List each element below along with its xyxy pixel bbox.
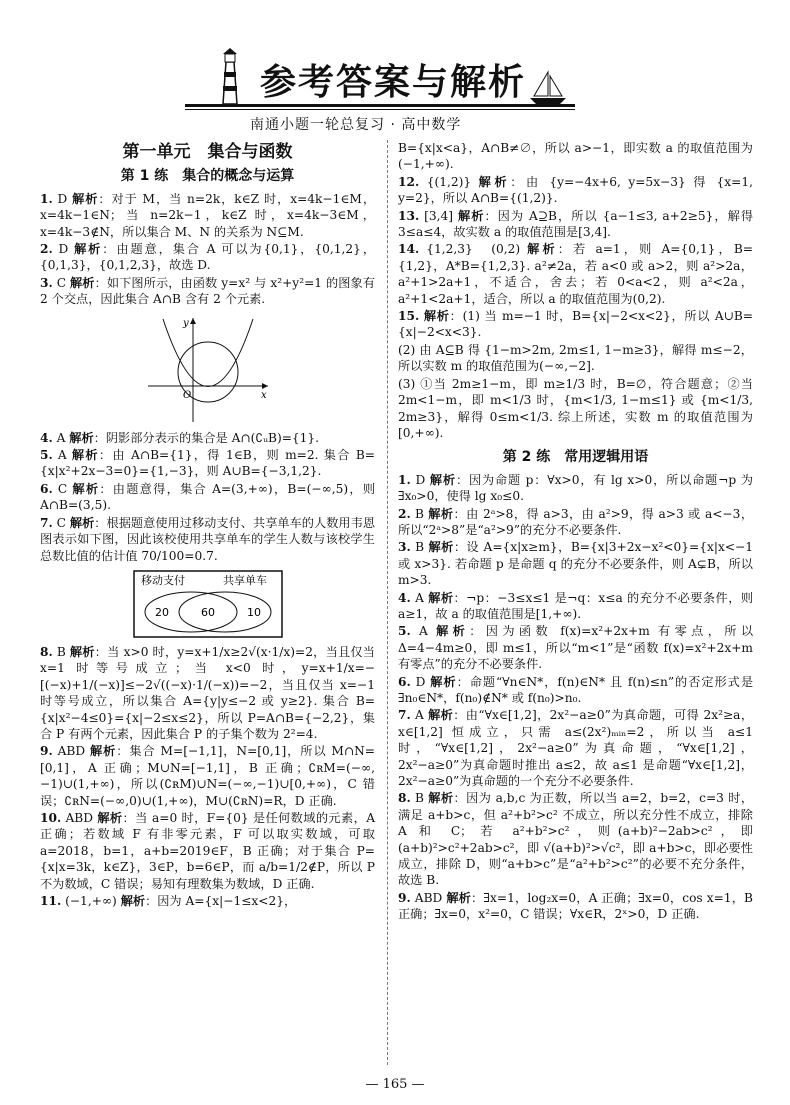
page-subtitle: 南通小题一轮总复习 · 高中数学 (250, 117, 462, 133)
answer-item (398, 539, 753, 588)
answer-item (40, 241, 375, 274)
item-text: ：因为 A⊇B，所以 {a−1≤3, a+2≥5}，解得 3≤a≤4，故实数 a 的取值范围是[3,4]. (398, 208, 754, 240)
item-keyword: 解析 (70, 275, 95, 290)
item-number: 2. (40, 242, 53, 257)
item-text: ：命题“∀n∈N*，f(n)∈N* 且 f(n)≤n”的否定形式是 ∃n₀∈N*，f(n₀)∉N* 或 f(n₀)>n₀. (398, 674, 754, 705)
item-text: (3) ①当 2m≥1−m，即 m≥1/3 时，B=∅，符合题意；②当 2m<1−m，即 m<1/3 时，{m<1/3, 1−m≤1} 或 {m<1/3, 2m≥3}，解得 0≤m<1/3. 综上所述，实数 m 的取值范围为[0,+∞). (398, 376, 753, 440)
answer-item (398, 890, 753, 923)
item-text: ：由“∀x∈[1,2]，2x²−a≥0”为真命题，可得 2x²≥a，x∈[1,2] 恒成立，只需 a≤(2x²)ₘᵢₙ=2，所以当 a≤1 时，“∀x∈[1,2]，2x²−a≥0”为真命题，“∀x∈[1,2]，2x²−a≥0”为真命题时推出 a≤2，故 a≤1 是命题“∀x∈[1,2]，2x²−a≥0”为真命题的一个充分不必要条件. (398, 708, 754, 789)
item-answer: (−1,+∞) (65, 894, 117, 908)
page-title: 参考答案与解析 (259, 62, 526, 103)
answer-item (398, 308, 753, 341)
item-keyword: 解析 (428, 708, 454, 723)
item-answer: A (415, 708, 424, 723)
item-number: 5. (398, 624, 411, 639)
item-keyword: 解析 (69, 515, 95, 530)
item-number: 9. (40, 744, 53, 759)
item-answer: ABD (65, 810, 94, 825)
venn-diagram (133, 570, 283, 638)
answer-item (40, 275, 375, 308)
item-text: ：根据题意使用过移动支付、共享单车的人数用韦恩图表示如下图，因此该校使用共享单车的学生人数与该校学生总数比值的估计值 70/100=0.7. (40, 515, 376, 563)
answer-item (398, 472, 753, 505)
item-answer: {(1,2)} (426, 174, 472, 189)
item-number: 15. (398, 309, 420, 324)
item-keyword: 解析 (72, 481, 100, 496)
item-answer: A (56, 430, 66, 445)
item-answer: B (415, 540, 425, 555)
item-number: 9. (398, 890, 411, 905)
answer-item (398, 342, 753, 375)
answer-item (398, 674, 753, 707)
item-text: ：因为函数 f(x)=x²+2x+m 有零点，所以 Δ=4−4m≥0，即 m≤1，所以“m<1”是“函数 f(x)=x²+2x+m 有零点”的充分不必要条件. (398, 624, 754, 672)
item-number: 3. (40, 275, 53, 290)
item-text: ：当 a=0 时，F={0} 是任何数域的元素，A 正确；若数域 F 有非零元素，F 可以取实数域，可取 a=2018，b=1，a+b=2019∈F，B 正确；对于集合 P={x|x=3k，k∈Z}，3∈P，b=6∈P，而 a/b=1/2∉P，所以 P 不为数域，C 错误；易知有理数集为数域，D 正确. (40, 810, 375, 891)
item-number: 6. (40, 481, 53, 496)
item-keyword: 解析 (428, 540, 454, 555)
axis-y-label: y (182, 317, 189, 329)
answer-item (40, 810, 375, 892)
item-answer: B (415, 791, 424, 806)
item-text: B={x|x<a}，A∩B≠∅，所以 a>−1，即实数 a 的取值范围为(−1,+∞). (398, 141, 753, 172)
answer-item (398, 506, 753, 539)
answer-item (40, 515, 375, 564)
item-text: ：当 x>0 时，y=x+1/x≥2√(x·1/x)=2，当且仅当 x=1 时等号成立；当 x<0 时，y=x+1/x=−[(−x)+1/(−x)]≤−2√((−x)·1/(−x))=−2，当且仅当 x=−1 时等号成立，所以集合 A={y|y≤−2 或 y≥2}. 集合 B={x|x²−4≤0}={x|−2≤x≤2}，所以 P=A∩B={−2,2}，集合 P 有两个元素，因此集合 P 的子集个数为 2²=4. (40, 644, 375, 741)
item-number: 12. (398, 174, 420, 189)
item-keyword: 解析 (69, 644, 95, 659)
answer-item (40, 893, 375, 909)
item-text: ：因为 a,b,c 为正数，所以当 a=2，b=2，c=3 时，满足 a+b>c，但 a²+b²>c² 不成立，所以充分性不成立，排除 A 和 C；若 a²+b²>c²，则(a+b)²−2ab>c²，即(a+b)²>c²+2ab>c²，即 √(a+b)²>√c²，即 a+b>c，即必要性成立，排除 D，则“a+b>c”是“a²+b²>c²”的必要不充分条件，故选 B. (398, 791, 754, 888)
item-keyword: 解析 (428, 506, 454, 521)
item-answer: A (415, 590, 424, 605)
item-keyword: 解析 (428, 590, 454, 605)
unit-title: 第一单元 集合与函数 (122, 142, 293, 162)
item-answer: B (56, 644, 66, 659)
answer-item (40, 644, 375, 742)
item-answer: ABD (57, 744, 86, 759)
item-keyword: 解析 (74, 242, 103, 257)
venn-value-right: 10 (246, 605, 261, 619)
item-number: 13. (398, 208, 420, 223)
item-answer: {1,2,3} (0,2) (426, 242, 521, 257)
item-number: 10. (40, 810, 62, 825)
answer-item (398, 174, 753, 207)
item-number: 14. (398, 242, 420, 257)
answer-item (398, 707, 753, 789)
answer-item (40, 743, 375, 809)
item-number: 2. (398, 506, 411, 521)
sailboat-icon (528, 70, 568, 106)
venn-right-label: 共享单车 (222, 573, 267, 587)
axis-x-label: x (260, 389, 267, 401)
item-number: 7. (40, 515, 53, 530)
item-keyword: 解析 (457, 208, 485, 223)
venn-value-left: 20 (154, 605, 169, 619)
left-column (40, 140, 375, 910)
page-number: — 165 — (365, 1077, 425, 1092)
item-number: 5. (40, 448, 53, 463)
item-text: ：集合 M=[−1,1]，N=[0,1]，所以 M∩N=[0,1]，A 正确；M∪N=[−1,1]，B 正确；∁ʀM=(−∞,−1)∪(1,+∞)，所以(∁ʀM)∪N=(−∞,−1)∪[0,+∞)，C 错误；∁ʀN=(−∞,0)∪(1,+∞)，M∪(∁ʀN)=R，D 正确. (40, 744, 376, 808)
item-keyword: 解析 (429, 472, 456, 487)
answer-item (40, 430, 375, 446)
item-number: 8. (40, 644, 53, 659)
item-keyword: 解析 (428, 791, 454, 806)
column-divider (387, 140, 388, 1065)
item-keyword: 解析 (527, 242, 558, 257)
right-column (398, 140, 753, 924)
item-text: ：因为命题 p：∀x>0，有 lg x>0，所以命题¬p 为 ∃x₀>0，使得 lg x₀≤0. (398, 472, 754, 504)
item-answer: B (415, 506, 424, 521)
item-number: 7. (398, 708, 411, 723)
answer-item (40, 191, 375, 240)
item-text: ：由题意，集合 A 可以为{0,1}，{0,1,2}，{0,1,3}，{0,1,2,3}，故选 D. (40, 242, 376, 273)
item-text: ：由 A∩B={1}，得 1∈B，则 m=2. 集合 B={x|x²+2x−3=0}={1,−3}，则 A∪B={−3,1,2}. (40, 448, 376, 479)
answer-item (398, 623, 753, 672)
item-number: 4. (398, 590, 411, 605)
item-number: 6. (398, 674, 411, 689)
item-text: ：¬p：−3≤x≤1 是¬q：x≤a 的充分不必要条件，则 a≥1，故 a 的取值范围是[1,+∞). (398, 590, 754, 621)
item-keyword: 解析 (478, 174, 511, 189)
answer-item (398, 241, 753, 307)
item-keyword: 解析 (446, 890, 472, 905)
item-answer: D (58, 242, 69, 257)
venn-value-middle: 60 (200, 605, 215, 619)
item-number: 11. (40, 894, 62, 908)
answer-item (398, 208, 753, 241)
item-text: ：由题意得，集合 A=(3,+∞)，B=(−∞,5)，则 A∩B=(3,5). (40, 481, 376, 513)
item-number: 3. (398, 540, 411, 555)
item-text: ：∃x=1，log₂x=0，A 正确；∃x=0，cos x=1，B 正确；∃x=0，x²=0，C 错误；∀x∈R，2ˣ>0，D 正确. (398, 890, 754, 922)
item-text: ：如下图所示，由函数 y=x² 与 x²+y²=1 的图象有 2 个交点，因此集合 A∩B 含有 2 个元素. (40, 275, 376, 307)
item-text: ：设 A={x|x≥m}，B={x|3+2x−x²<0}={x|x<−1 或 x>3}. 若命题 p 是命题 q 的充分不必要条件，则 A⊊B，所以 m>3. (398, 540, 754, 588)
lesson-title: 第 1 练 集合的概念与运算 (120, 168, 295, 185)
item-answer: ABD (414, 890, 443, 905)
item-keyword: 解析 (89, 744, 117, 759)
item-text: ：阴影部分表示的集合是 A∩(∁ᵤB)={1}. (93, 430, 320, 445)
item-text: ：若 a=1，则 A={0,1}，B={1,2}，A*B={1,2,3}. a²≠2a，若 a<0 或 a>2，则 a²>2a，a²+1>2a+1，不适合，舍去；若 0<a<2，则 a²<2a，a²+1<2a+1，适合，所以 a 的取值范围为(0,2). (398, 242, 753, 306)
item-answer: A (419, 624, 428, 639)
item-answer: [3,4] (424, 208, 454, 223)
item-answer: C (56, 275, 67, 290)
item-keyword: 解析 (423, 309, 450, 324)
item-text: ：由 2ᵃ>8，得 a>3，由 a²>9，得 a>3 或 a<−3，所以“2ᵃ>8”是“a²>9”的充分不必要条件. (398, 506, 754, 537)
item-keyword: 解析 (436, 624, 470, 639)
lesson-title: 第 2 练 常用逻辑用语 (502, 449, 649, 466)
item-number: 4. (40, 430, 53, 445)
answer-item (40, 447, 375, 480)
header-rule-thin (185, 109, 575, 110)
item-number: 8. (398, 791, 411, 806)
header-rule (185, 104, 575, 107)
parabola-circle-figure (143, 314, 273, 424)
item-text: ：由 {y=−4x+6, y=5x−3} 得 {x=1, y=2}，所以 A∩B={(1,2)}. (398, 174, 754, 206)
item-keyword: 解析 (71, 448, 99, 463)
venn-left-label: 移动支付 (140, 573, 185, 587)
item-text: ：因为 A={x|−1≤x<2}， (145, 894, 297, 908)
item-keyword: 解析 (69, 430, 94, 445)
item-keyword: 解析 (97, 810, 123, 825)
item-answer: D (415, 674, 426, 689)
item-text: ：对于 M，当 n=2k，k∈Z 时，x=4k−1∈M，x=4k−1∈N；当 n=2k−1，k∈Z 时，x=4k−3∈M，x=4k−3∉N，所以集合 M、N 的关系为 N⊆M. (40, 191, 376, 239)
item-answer: D (415, 472, 426, 487)
item-answer: C (57, 481, 68, 496)
answer-item (398, 140, 753, 173)
item-keyword: 解析 (120, 894, 146, 908)
item-keyword: 解析 (430, 674, 457, 689)
item-number: 1. (40, 191, 53, 206)
item-keyword: 解析 (72, 191, 99, 206)
answer-item (40, 481, 375, 514)
item-text: (2) 由 A⊆B 得 {1−m>2m, 2m≤1, 1−m≥3}，解得 m≤−2，所以实数 m 的取值范围为(−∞,−2]. (398, 342, 753, 374)
item-answer: D (57, 191, 68, 206)
answer-item (398, 376, 753, 442)
item-number: 1. (398, 472, 411, 487)
answer-item (398, 790, 753, 888)
item-answer: A (57, 448, 67, 463)
answer-item (398, 590, 753, 623)
origin-label: O (182, 389, 191, 401)
item-text: ：(1) 当 m=−1 时，B={x|−2<x<2}，所以 A∪B={x|−2<x<3}. (398, 309, 754, 340)
item-answer: C (56, 515, 66, 530)
